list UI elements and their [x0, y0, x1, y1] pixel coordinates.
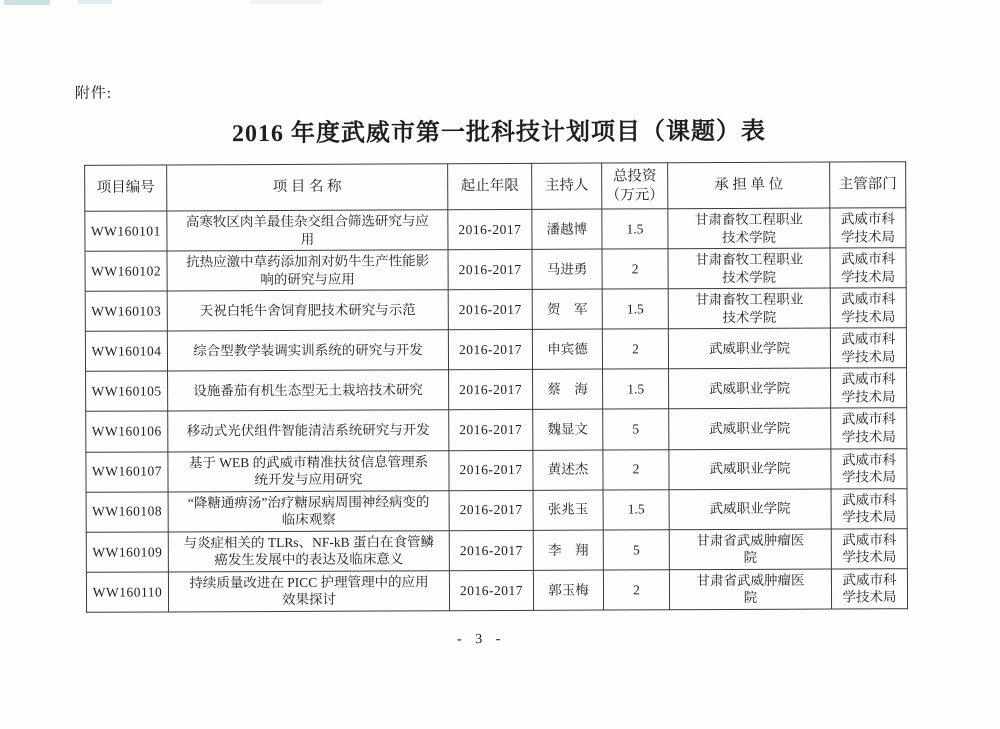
- cell-investment: 2: [603, 449, 669, 489]
- page-number: - 3 -: [457, 631, 506, 648]
- cell-leader: 张兆玉: [533, 490, 603, 530]
- cell-years: 2016-2017: [449, 370, 533, 410]
- cell-project-id: WW160105: [86, 371, 168, 411]
- cell-project-id: WW160104: [85, 331, 167, 371]
- cell-years: 2016-2017: [448, 290, 532, 330]
- cell-project-name: 天祝白牦牛舍饲育肥技术研究与示范: [167, 290, 448, 331]
- table-row: [86, 569, 907, 613]
- cell-unit: 甘肃畜牧工程职业技术学院: [668, 288, 830, 329]
- cell-project-name: 抗热应激中草药添加剂对奶牛生产性能影响的研究与应用: [167, 250, 448, 291]
- cell-department: 武威市科学技术局: [831, 408, 907, 448]
- cell-project-name: 持续质量改进在 PICC 护理管理中的应用效果探讨: [168, 571, 449, 612]
- column-header-department: 主管部门: [830, 162, 906, 208]
- cell-investment: 1.5: [603, 369, 669, 409]
- cell-project-name: 与炎症相关的 TLRs、NF-kB 蛋白在食管鳞癌发生发展中的表达及临床意义: [168, 530, 449, 571]
- cell-years: 2016-2017: [448, 249, 532, 289]
- cell-project-id: WW160107: [86, 452, 168, 492]
- cell-investment: 2: [603, 570, 669, 610]
- cell-unit: 甘肃省武威肿瘤医院: [669, 529, 831, 570]
- project-table: [84, 161, 908, 613]
- cell-department: 武威市科学技术局: [831, 368, 907, 408]
- cell-leader: 黄述杰: [533, 450, 603, 490]
- column-header-project-name: 项 目 名 称: [167, 164, 448, 211]
- table-row: [86, 448, 907, 492]
- cell-project-id: WW160106: [86, 411, 168, 451]
- column-header-leader: 主持人: [532, 163, 602, 209]
- column-header-project-id: 项目编号: [85, 165, 167, 211]
- cell-unit: 甘肃省武威肿瘤医院: [669, 569, 831, 610]
- attachment-label: 附件:: [74, 85, 113, 102]
- cell-project-name: 移动式光伏组件智能清洁系统研究与开发: [168, 410, 449, 451]
- column-header-investment: 总投资 （万元）: [602, 163, 668, 209]
- cell-project-id: WW160102: [85, 251, 167, 291]
- table-row: [86, 368, 907, 412]
- cell-project-id: WW160110: [86, 572, 168, 612]
- cell-years: 2016-2017: [448, 330, 532, 370]
- cell-leader: 蔡 海: [533, 369, 603, 409]
- table-row: [85, 208, 906, 252]
- cell-department: 武威市科学技术局: [830, 288, 906, 328]
- cell-unit: 甘肃畜牧工程职业技术学院: [668, 248, 830, 289]
- table-row: [85, 328, 906, 372]
- cell-department: 武威市科学技术局: [831, 488, 907, 528]
- table-row: [85, 248, 906, 292]
- cell-project-id: WW160108: [86, 492, 168, 532]
- cell-leader: 马进勇: [532, 249, 602, 289]
- cell-leader: 魏显文: [533, 410, 603, 450]
- cell-department: 武威市科学技术局: [830, 208, 906, 248]
- column-header-unit: 承 担 单 位: [668, 162, 830, 209]
- cell-years: 2016-2017: [449, 530, 533, 570]
- cell-unit: 武威职业学院: [669, 368, 831, 409]
- cell-department: 武威市科学技术局: [831, 528, 907, 568]
- cell-project-name: 设施番茄有机生态型无土栽培技术研究: [168, 370, 449, 411]
- cell-unit: 甘肃畜牧工程职业技术学院: [668, 208, 830, 249]
- cell-leader: 申宾德: [532, 329, 602, 369]
- cell-project-name: 综合型教学装调实训系统的研究与开发: [167, 330, 448, 371]
- cell-investment: 1.5: [603, 489, 669, 529]
- cell-project-name: 高寒牧区肉羊最佳杂交组合筛选研究与应用: [167, 210, 448, 251]
- cell-leader: 郭玉梅: [533, 570, 603, 610]
- cell-unit: 武威职业学院: [668, 328, 830, 369]
- cell-unit: 武威职业学院: [669, 449, 831, 490]
- table-row: [86, 488, 907, 532]
- cell-years: 2016-2017: [449, 410, 533, 450]
- cell-years: 2016-2017: [449, 570, 533, 610]
- cell-project-name: “降糖通痹汤”治疗糖尿病周围神经病变的临床观察: [168, 490, 449, 531]
- cell-department: 武威市科学技术局: [831, 569, 907, 609]
- cell-project-name: 基于 WEB 的武威市精准扶贫信息管理系统开发与应用研究: [168, 450, 449, 491]
- cell-project-id: WW160103: [85, 291, 167, 331]
- cell-project-id: WW160101: [85, 211, 167, 251]
- cell-leader: 贺 军: [532, 289, 602, 329]
- cell-years: 2016-2017: [449, 490, 533, 530]
- cell-investment: 1.5: [602, 209, 668, 249]
- cell-investment: 5: [603, 409, 669, 449]
- cell-unit: 武威职业学院: [669, 409, 831, 450]
- table-row: [85, 288, 906, 332]
- cell-department: 武威市科学技术局: [831, 448, 907, 488]
- cell-unit: 武威职业学院: [669, 489, 831, 530]
- cell-project-id: WW160109: [86, 532, 168, 572]
- cell-leader: 李 翔: [533, 530, 603, 570]
- cell-investment: 2: [602, 249, 668, 289]
- cell-investment: 1.5: [602, 289, 668, 329]
- cell-years: 2016-2017: [449, 450, 533, 490]
- cell-years: 2016-2017: [448, 209, 532, 249]
- project-table-container: [84, 161, 907, 613]
- cell-department: 武威市科学技术局: [830, 248, 906, 288]
- cell-department: 武威市科学技术局: [830, 328, 906, 368]
- table-header-row: [85, 162, 906, 212]
- column-header-years: 起止年限: [448, 163, 532, 209]
- cell-investment: 2: [602, 329, 668, 369]
- cell-investment: 5: [603, 530, 669, 570]
- cell-leader: 潘越博: [532, 209, 602, 249]
- page-title: 2016 年度武威市第一批科技计划项目（课题）表: [231, 118, 767, 148]
- table-row: [86, 408, 907, 452]
- table-row: [86, 528, 907, 572]
